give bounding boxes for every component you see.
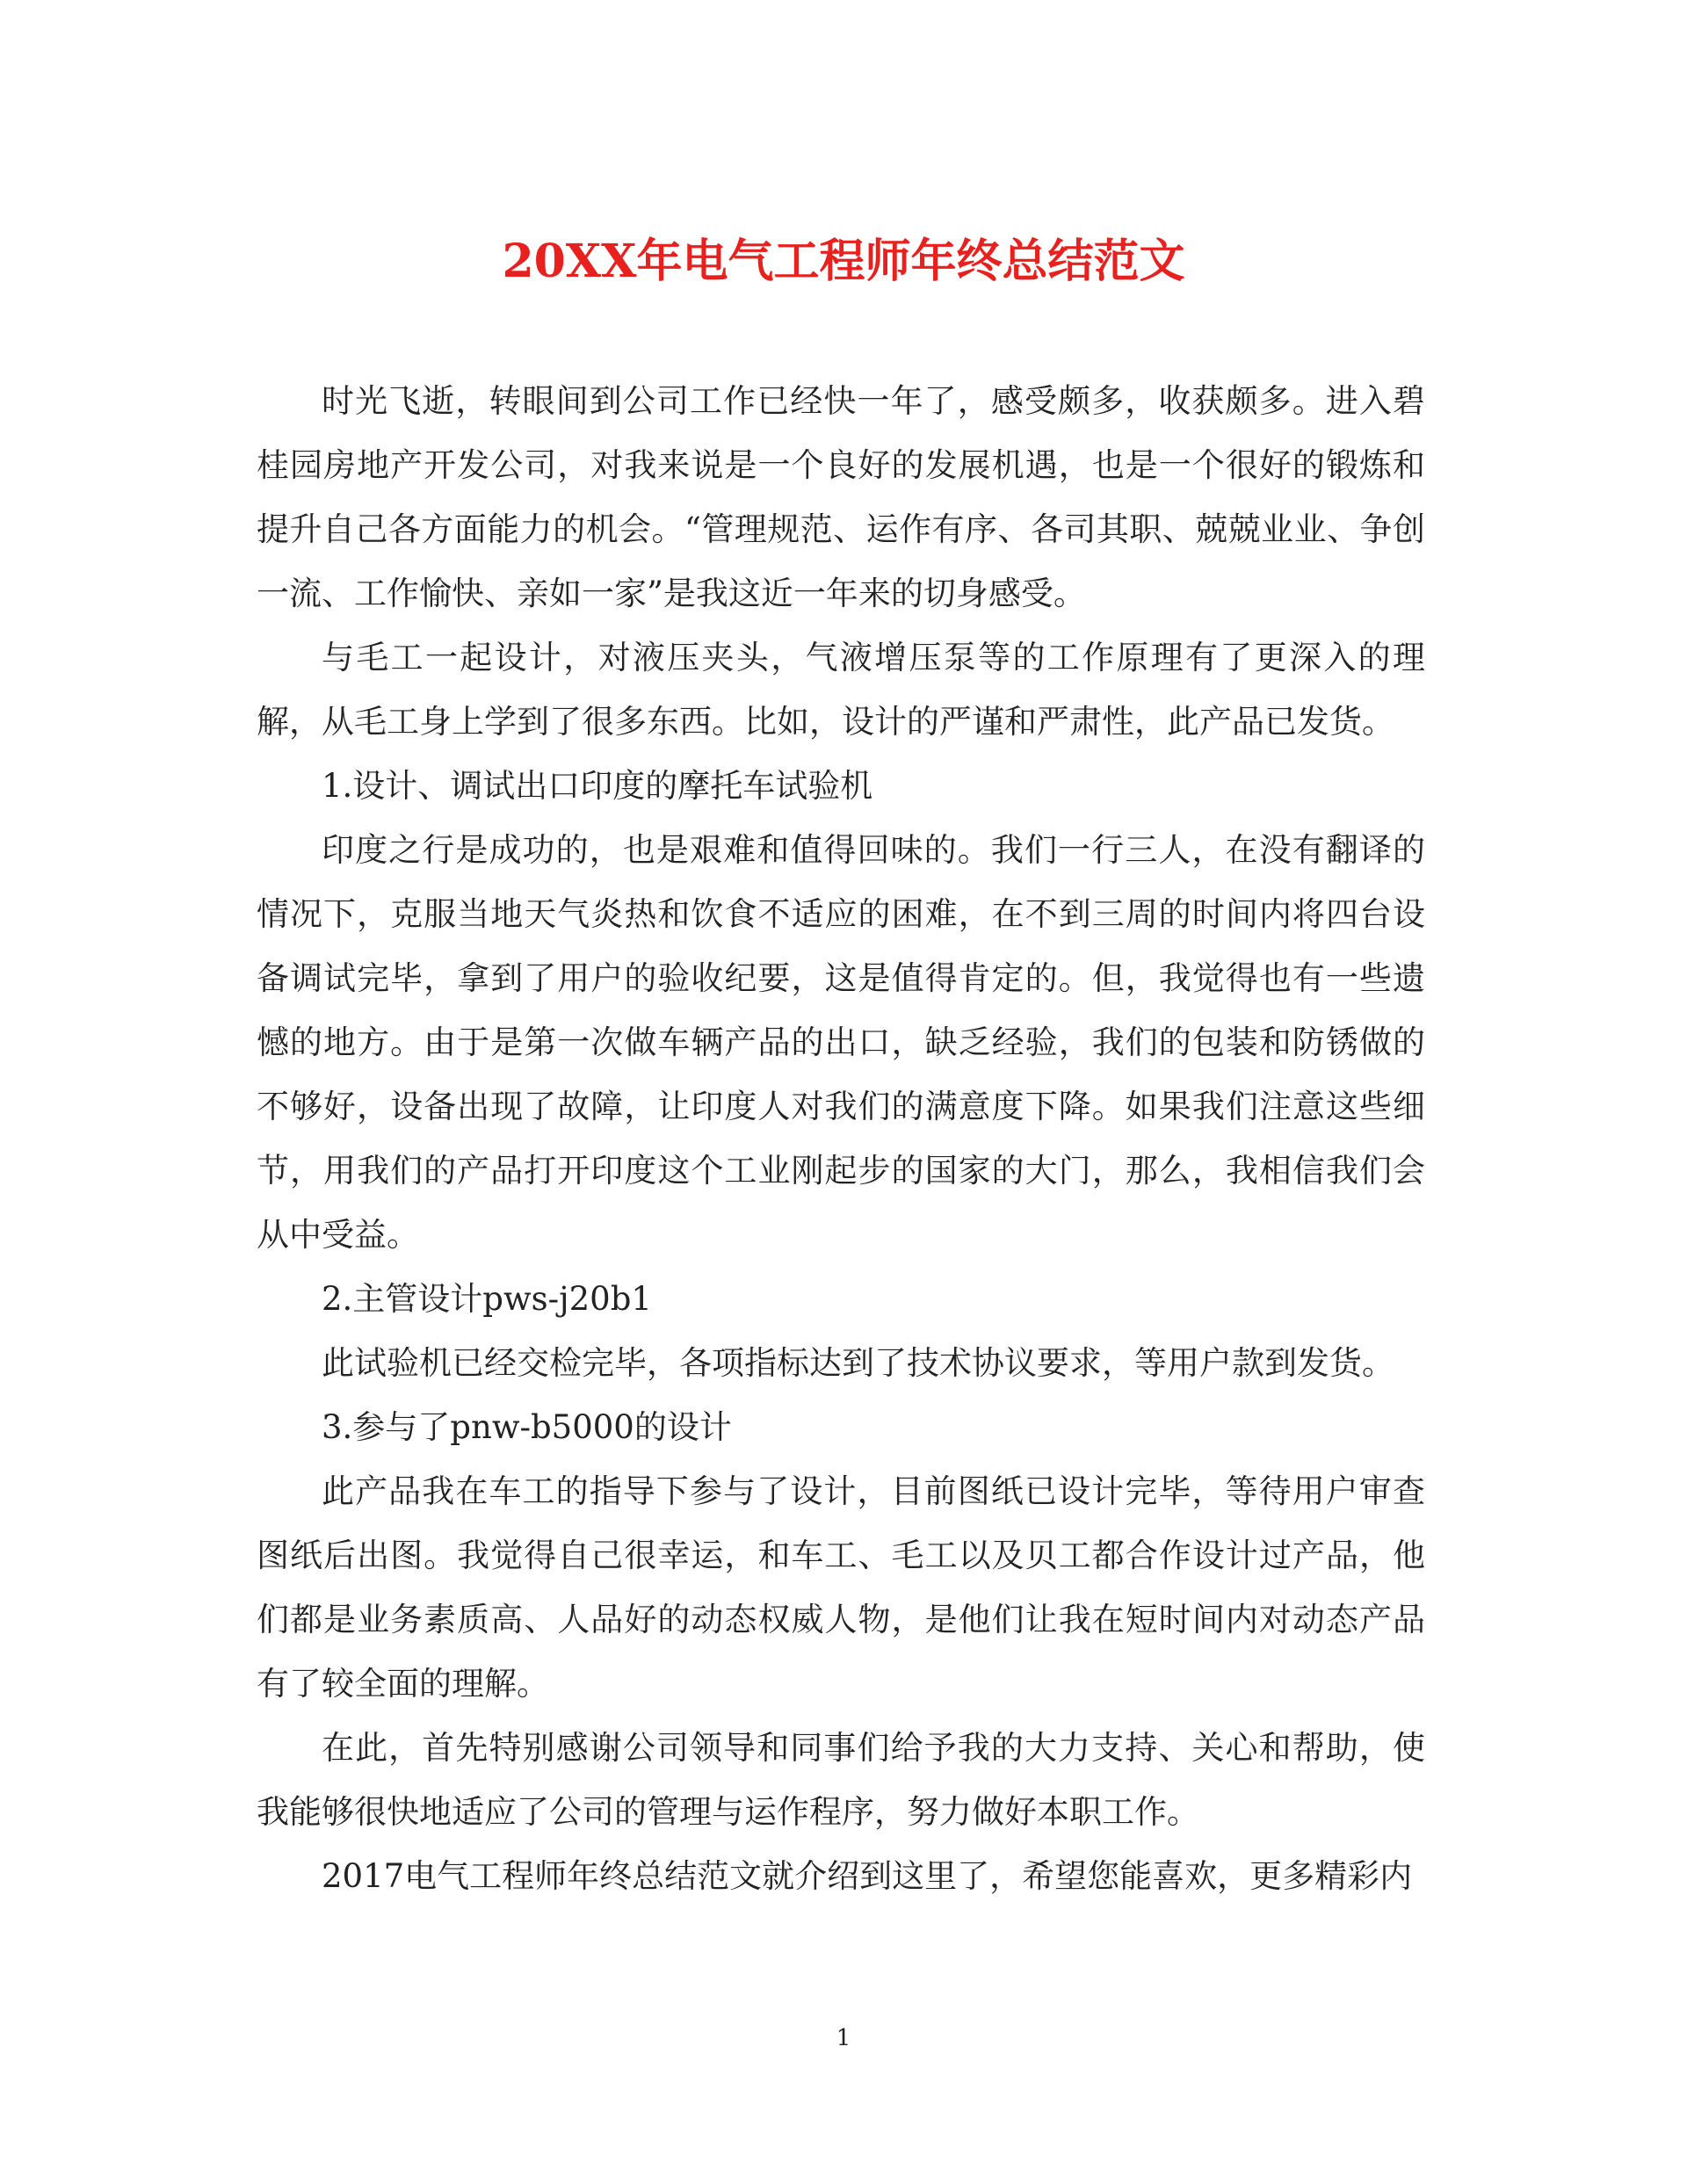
document-body [257,369,1425,1908]
paragraph-closing: 2017电气工程师年终总结范文就介绍到这里了，希望您能喜欢，更多精彩内 [322,1857,1413,1895]
paragraph-pws-j20b1: 此试验机已经交检完毕，各项指标达到了技术协议要求，等用户款到发货。 [322,1344,1394,1382]
section-heading-1: 1.设计、调试出口印度的摩托车试验机 [322,767,873,805]
section-heading-3: 3.参与了pnw-b5000的设计 [322,1408,732,1446]
section-heading-2: 2.主管设计pws-j20b1 [322,1280,652,1318]
paragraph-intro: 时光飞逝，转眼间到公司工作已经快一年了，感受颇多，收获颇多。进入碧桂园房地产开发公司，对我来说是一个良好的发展机遇，也是一个很好的锻炼和提升自己各方面能力的机会。“管理规范、运作有序、各司其职、兢兢业业、争创一流、工作愉快、亲如一家”是我这近一年来的切身感受。 [257,382,1425,612]
document-title: 20XX年电气工程师年终总结范文 [502,235,1185,288]
paragraph-pnw-b5000: 此产品我在车工的指导下参与了设计，目前图纸已设计完毕，等待用户审查图纸后出图。我觉得自己很幸运，和车工、毛工以及贝工都合作设计过产品，他们都是业务素质高、人品好的动态权威人物，是他们让我在短时间内对动态产品有了较全面的理解。 [257,1472,1425,1703]
page-number: 1 [836,2025,851,2051]
paragraph-india-trip: 印度之行是成功的，也是艰难和值得回味的。我们一行三人，在没有翻译的情况下，克服当地天气炎热和饮食不适应的困难，在不到三周的时间内将四台设备调试完毕，拿到了用户的验收纪要，这是值得肯定的。但，我觉得也有一些遗憾的地方。由于是第一次做车辆产品的出口，缺乏经验，我们的包装和防锈做的不够好，设备出现了故障，让印度人对我们的满意度下降。如果我们注意这些细节，用我们的产品打开印度这个工业刚起步的国家的大门，那么，我相信我们会从中受益。 [257,831,1425,1254]
paragraph-design-with-mao: 与毛工一起设计，对液压夹头，气液增压泵等的工作原理有了更深入的理解，从毛工身上学到了很多东西。比如，设计的严谨和严肃性，此产品已发货。 [257,639,1425,741]
paragraph-thanks: 在此，首先特别感谢公司领导和同事们给予我的大力支持、关心和帮助，使我能够很快地适应了公司的管理与运作程序，努力做好本职工作。 [257,1729,1425,1831]
